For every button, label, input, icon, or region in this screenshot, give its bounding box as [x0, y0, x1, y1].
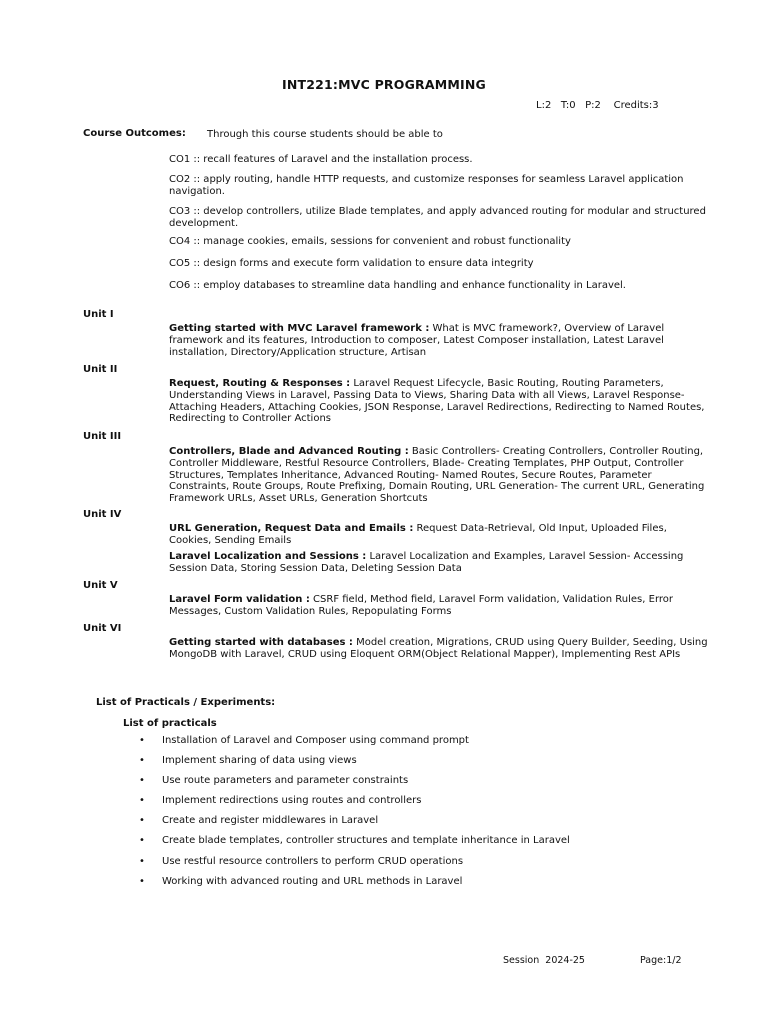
- unit-label: Unit III: [83, 431, 122, 442]
- bullet-icon: •: [139, 835, 145, 846]
- course-outcome-item: CO1 :: recall features of Laravel and the installation process.: [169, 154, 473, 165]
- unit-topic-heading: Controllers, Blade and Advanced Routing :: [169, 446, 409, 457]
- list-item: [139, 856, 463, 867]
- unit-topic: [169, 594, 709, 618]
- unit-topic-heading: Laravel Localization and Sessions :: [169, 551, 367, 562]
- bullet-icon: •: [139, 755, 145, 766]
- list-item: [139, 735, 469, 746]
- bullet-icon: •: [139, 735, 145, 746]
- unit-label: Unit II: [83, 364, 118, 375]
- list-item: [139, 815, 378, 826]
- practical-text: Create and register middlewares in Laravel: [162, 815, 379, 826]
- course-outcome-item: CO3 :: develop controllers, utilize Blade templates, and apply advanced routing for modular and structured development.: [169, 206, 706, 229]
- unit-topic-heading: Request, Routing & Responses :: [169, 378, 351, 389]
- unit-topic-text: Model creation, Migrations, CRUD using Query Builder, Seeding, Using MongoDB with Laravel, CRUD using Eloquent ORM(Object Relational Mapper), Implementing Rest APIs: [169, 637, 708, 660]
- list-item: [139, 775, 408, 786]
- practical-text: Create blade templates, controller structures and template inheritance in Laravel: [162, 835, 570, 846]
- practical-text: Implement redirections using routes and controllers: [162, 795, 422, 806]
- course-outcomes-intro: Through this course students should be able to: [207, 129, 443, 140]
- practicals-subheading: List of practicals: [123, 718, 217, 729]
- unit-topic: [169, 637, 709, 661]
- list-item: [139, 835, 570, 846]
- unit-topic-text: Laravel Localization and Examples, Laravel Session- Accessing Session Data, Storing Session Data, Deleting Session Data: [169, 551, 684, 574]
- credits-line: L:2 T:0 P:2 Credits:3: [536, 100, 659, 111]
- unit-topic: [169, 378, 709, 425]
- unit-topic-heading: Laravel Form validation :: [169, 594, 310, 605]
- session-label: Session 2024-25: [503, 955, 585, 966]
- bullet-icon: •: [139, 856, 145, 867]
- unit-topic-heading: Getting started with databases :: [169, 637, 353, 648]
- unit-topic: [169, 523, 709, 547]
- bullet-icon: •: [139, 876, 145, 887]
- list-item: [139, 795, 421, 806]
- unit-topic-text: Basic Controllers- Creating Controllers, Controller Routing, Controller Middleware, Restful Resource Controllers, Blade- Creating Templates, PHP Output, Controller Structures, Templates Inheritance, Advanced Routing- Named Routes, Secure Routes, Parameter Constraints, Route Groups, Route Prefixing, Domain Routing, URL Generation- The current URL, Generating Framework URLs, Asset URLs, Generation Shortcuts: [169, 446, 705, 505]
- unit-topic-text: Laravel Request Lifecycle, Basic Routing, Routing Parameters, Understanding Views in Laravel, Passing Data to Views, Sharing Data with all Views, Laravel Response- Attaching Headers, Attaching Cookies, JSON Response, Laravel Redirections, Redirecting to Named Routes, Redirecting to Controller Actions: [169, 378, 705, 425]
- unit-topic-text: CSRF field, Method field, Laravel Form validation, Validation Rules, Error Messages, Custom Validation Rules, Repopulating Forms: [169, 594, 673, 617]
- course-outcome-item: CO2 :: apply routing, handle HTTP requests, and customize responses for seamless Laravel application navigation.: [169, 174, 684, 197]
- list-item: [139, 755, 357, 766]
- practical-text: Working with advanced routing and URL methods in Laravel: [162, 876, 463, 887]
- unit-topic: [169, 551, 709, 575]
- course-outcomes-label: Course Outcomes:: [83, 128, 186, 139]
- bullet-icon: •: [139, 775, 145, 786]
- unit-topic-heading: Getting started with MVC Laravel framework :: [169, 323, 430, 334]
- unit-label: Unit VI: [83, 623, 122, 634]
- practical-text: Use restful resource controllers to perform CRUD operations: [162, 856, 464, 867]
- practicals-heading: List of Practicals / Experiments:: [96, 697, 276, 708]
- bullet-icon: •: [139, 815, 145, 826]
- unit-label: Unit IV: [83, 509, 122, 520]
- practical-text: Implement sharing of data using views: [162, 755, 357, 766]
- unit-label: Unit I: [83, 309, 114, 320]
- bullet-icon: •: [139, 795, 145, 806]
- practical-text: Installation of Laravel and Composer using command prompt: [162, 735, 469, 746]
- page-number: Page:1/2: [640, 955, 682, 966]
- course-outcome-item: CO5 :: design forms and execute form validation to ensure data integrity: [169, 258, 534, 269]
- page-title: INT221:MVC PROGRAMMING: [282, 77, 486, 92]
- practical-text: Use route parameters and parameter constraints: [162, 775, 409, 786]
- unit-topic-text: What is MVC framework?, Overview of Laravel framework and its features, Introduction to composer, Latest Composer installation, Latest Laravel installation, Directory/Application structure, Artisan: [169, 323, 665, 358]
- unit-topic-heading: URL Generation, Request Data and Emails :: [169, 523, 414, 534]
- unit-topic: [169, 446, 709, 505]
- course-outcome-item: CO6 :: employ databases to streamline data handling and enhance functionality in Laravel.: [169, 280, 626, 291]
- unit-topic: [169, 323, 709, 358]
- unit-topic-text: Request Data-Retrieval, Old Input, Uploaded Files, Cookies, Sending Emails: [169, 523, 667, 546]
- course-outcome-item: CO4 :: manage cookies, emails, sessions for convenient and robust functionality: [169, 236, 571, 247]
- list-item: [139, 876, 462, 887]
- unit-label: Unit V: [83, 580, 118, 591]
